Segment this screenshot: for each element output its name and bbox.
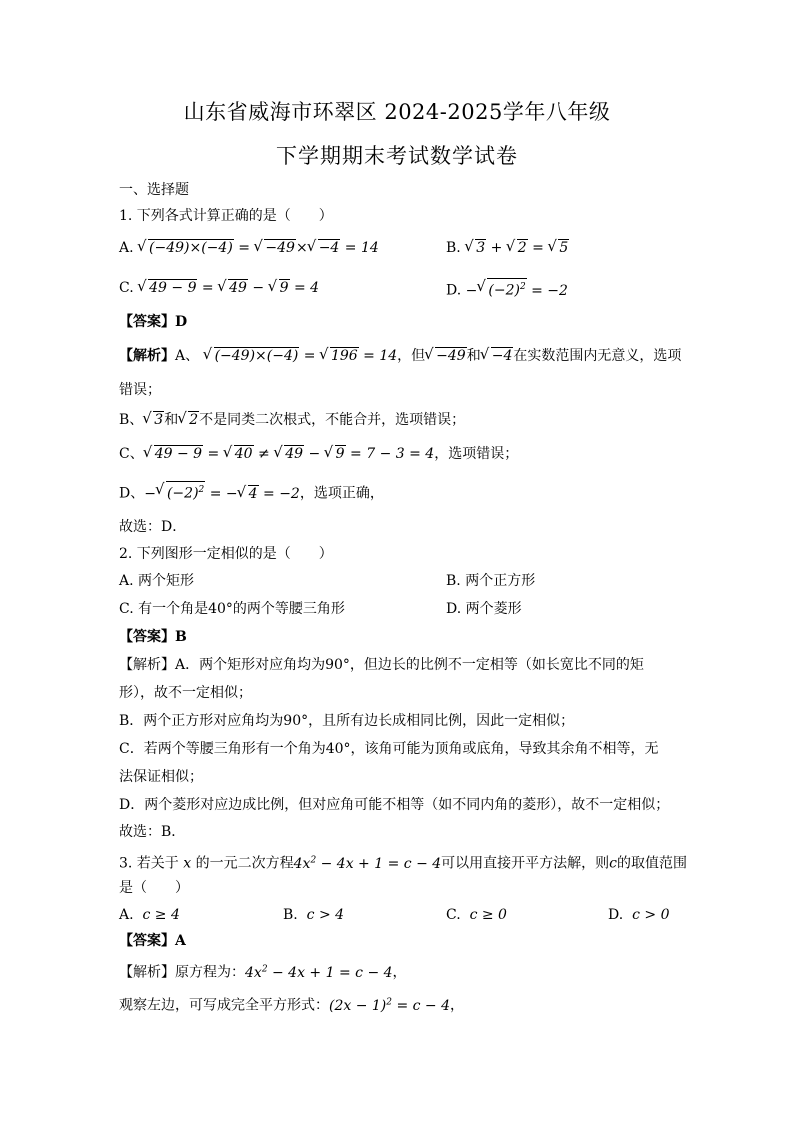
question-1-analysis-a: 【解析】A、 √ (−49)×(−4) = √ 196 = 14，但 √ −49和 √ −4在实数范围内无意义，选项 — [119, 346, 681, 366]
page-title-line2: 下学期期末考试数学试卷 — [276, 144, 518, 168]
question-2-option-b: B. 两个正方形 — [446, 573, 536, 589]
question-2-stem: 2. 下列图形一定相似的是（ ） — [119, 546, 333, 562]
question-3-option-b: B. c > 4 — [283, 907, 345, 923]
question-1-option-a — [119, 238, 379, 258]
question-2-analysis-c: C．若两个等腰三角形有一个角为40°，该角可能为顶角或底角，导致其余角不相等，无 — [119, 741, 659, 757]
formula: − √ $(-2)^2 = -2$ — [466, 283, 568, 299]
question-3-option-d: D. c > 0 — [608, 907, 670, 923]
question-2-option-a: A. 两个矩形 — [119, 573, 195, 589]
option-label: A. — [119, 240, 134, 256]
option-label: C. — [119, 280, 134, 296]
question-1-analysis-c: C、 √ 49 − 9 = √ 40 ≠ √ 49 − √ 9 = 7 − 3 = 4，选项错误； — [119, 444, 518, 464]
option-label: D. — [446, 282, 462, 299]
question-2-answer: 【答案】B — [119, 629, 187, 645]
question-3-analysis-1: 【解析】原方程为：$4x^2 - 4x + 1 = c - 4$， — [119, 964, 407, 981]
question-1-answer: 【答案】D — [119, 314, 188, 330]
question-3-option-c: C. c ≥ 0 — [446, 907, 507, 923]
formula: √ (−49)×(−4) = √ −49× √ −4 = 14 — [138, 240, 379, 256]
question-2-analysis-a-cont: 形），故不一定相似； — [119, 685, 252, 701]
page-title-line1: 山东省威海市环翠区 2024-2025学年八年级 — [183, 100, 611, 124]
question-3-analysis-2: 观察左边，可写成完全平方形式：$(2x - 1)^2 = c - 4$， — [119, 997, 465, 1014]
question-2-analysis-b: B．两个正方形对应角均为90°，且所有边长成相同比例，因此一定相似； — [119, 713, 575, 729]
question-3-answer: 【答案】A — [119, 933, 186, 949]
formula: √ 49 − 9 = √ 49 − √ 9 = 4 — [138, 280, 319, 296]
question-1-option-b — [446, 238, 569, 258]
question-3-option-a: A. c ≥ 4 — [119, 907, 180, 923]
question-2-analysis-d: D．两个菱形对应边成比例，但对应角可能不相等（如不同内角的菱形），故不一定相似； — [119, 797, 670, 813]
question-3-stem-cont: 是（ ） — [119, 880, 189, 896]
question-1-analysis-d: D、− √ $(-2)^2$ = − √ 4 = −2，选项正确， — [119, 481, 384, 504]
question-2-option-d: D. 两个菱形 — [446, 601, 522, 617]
question-2-analysis-c-cont: 法保证相似； — [119, 769, 203, 785]
question-1-conclusion: 故选：D． — [119, 519, 187, 535]
section-heading: 一、选择题 — [119, 182, 189, 198]
question-3-stem: 3. 若关于 x 的一元二次方程$4x^2 - 4x + 1 = c - 4$可以用直接开平方法解，则c的取值范围 — [119, 855, 687, 872]
formula: √ 3 + √ 2 = √ 5 — [465, 240, 569, 256]
question-2-conclusion: 故选：B． — [119, 824, 186, 840]
question-1-option-c — [119, 278, 319, 298]
option-label: B. — [446, 240, 461, 256]
question-1-stem: 1. 下列各式计算正确的是（ ） — [119, 208, 333, 224]
question-2-option-c: C. 有一个角是40°的两个等腰三角形 — [119, 601, 345, 617]
question-1-analysis-a-cont: 错误； — [119, 382, 161, 398]
question-2-analysis-a: 【解析】A．两个矩形对应角均为90°，但边长的比例不一定相等（如长宽比不同的矩 — [119, 657, 644, 673]
question-1-option-d — [446, 278, 568, 301]
question-1-analysis-b: B、 √ 3和 √ 2不是同类二次根式，不能合并，选项错误； — [119, 410, 465, 430]
